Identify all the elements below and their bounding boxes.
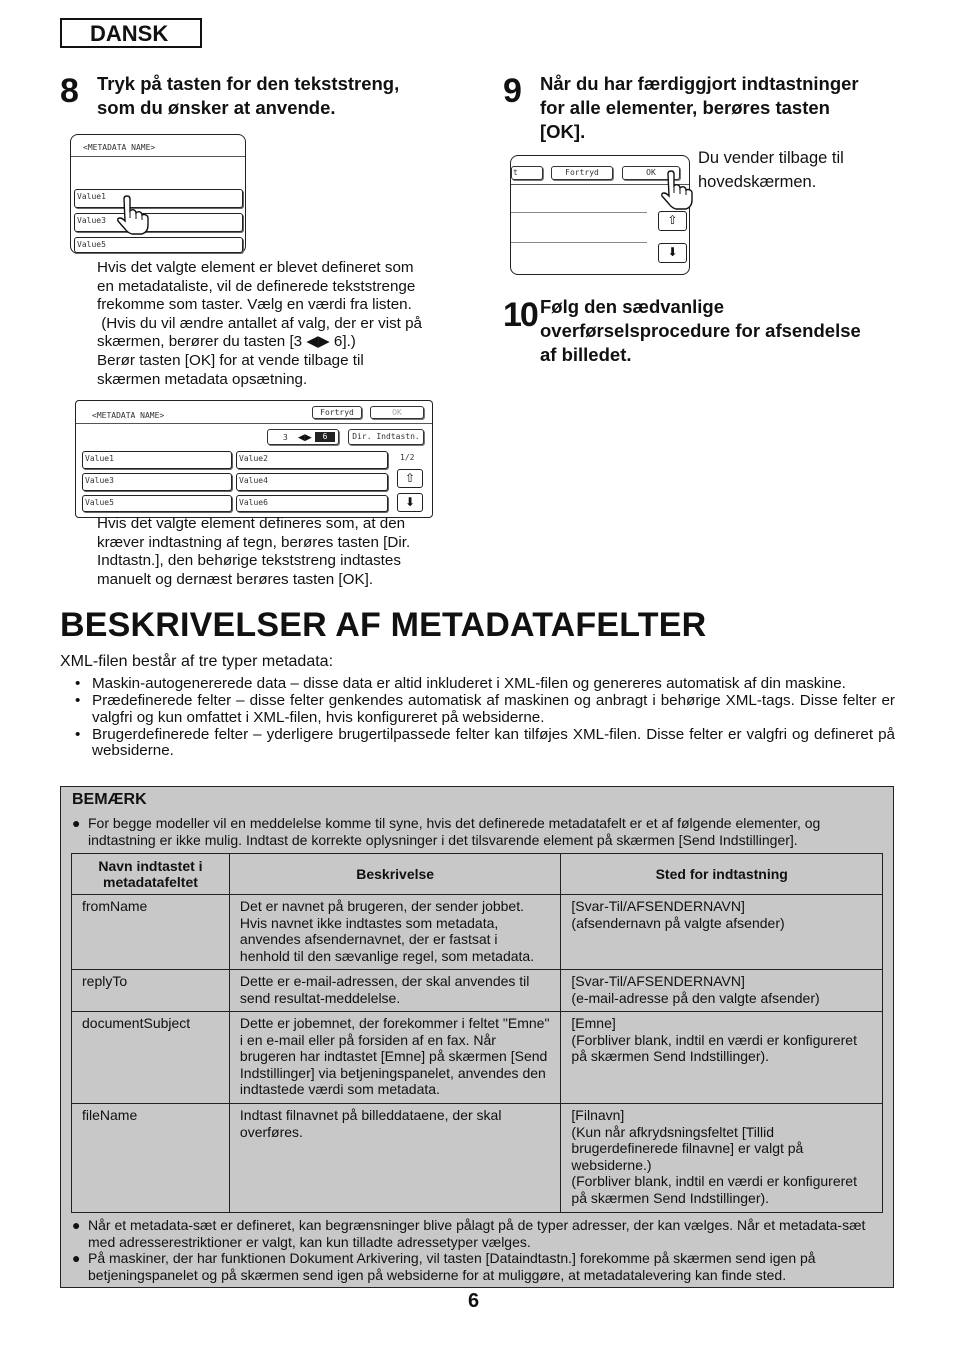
down-arrow-icon: ⬇ — [404, 495, 416, 509]
divider — [511, 242, 647, 243]
list-item: • Maskin-autogenererede data – disse data er altid inkluderet i XML-filen og genereres automatisk af din maskine. — [75, 676, 895, 693]
text-line: Berør tasten [OK] for at vende tilbage til — [97, 351, 364, 369]
field-location: [Svar-Til/AFSENDERNAVN] (e-mail-adresse på den valgte afsender) — [561, 970, 883, 1012]
value-button[interactable]: Value5 — [82, 495, 232, 512]
page-indicator: 1/2 — [400, 453, 415, 462]
left-right-arrows-icon: ◀▶ — [298, 432, 312, 442]
note-footer-item — [72, 1217, 884, 1250]
note-footer-text: På maskiner, der har funktionen Dokument Arkivering, vil tasten [Dataindtastn.] forekomme på skærmen send igen på betjeningspanelet og på skærmen send igen på websiderne for at muliggøre, at metadatalevering kan finde sted. — [88, 1250, 816, 1283]
ok-button[interactable]: OK — [370, 406, 424, 419]
note-footer-text: Når et metadata-sæt er defineret, kan begrænsninger blive pålagt på de typer adresser, der kan vælges. Når et metadata-sæt med adresserestriktioner er valgt, kan kun tilladte adressetyper vælges. — [88, 1217, 866, 1250]
step-9-title — [540, 72, 859, 144]
value-button[interactable]: Value3 — [82, 473, 232, 491]
step-9-number: 9 — [503, 72, 522, 110]
step-8-paragraph-2 — [97, 515, 457, 589]
title-line: overførselsprocedure for afsendelse — [540, 320, 861, 341]
note-intro — [72, 815, 884, 848]
bullet-dot-icon: ● — [72, 1250, 81, 1266]
note-intro-text: For begge modeller vil en meddelelse komme til syne, hvis det definerede metadatafelt er et af følgende elementer, og indtastning er ikke mulig. Indtast de korrekte oplysninger i det tilsvarende element på skærmen [Send Indstillinger]. — [88, 815, 821, 848]
step-8-title-line-1: Tryk på tasten for den tekststreng, — [97, 73, 400, 94]
main-screen-mockup — [510, 155, 690, 275]
title-line: for alle elementer, berøres tasten — [540, 97, 830, 118]
text-line: (Hvis du vil ændre antallet af valg, der er vist på — [97, 314, 422, 332]
text-line: skærmen metadata opsætning. — [97, 370, 308, 388]
divider — [511, 212, 647, 213]
step-8-paragraph-1 — [97, 259, 457, 389]
value-button[interactable]: Value2 — [236, 451, 388, 469]
up-arrow-icon: ⇧ — [667, 213, 678, 227]
title-line: Følg den sædvanlige — [540, 296, 724, 317]
title-line: Når du har færdiggjort indtastninger — [540, 73, 859, 94]
text-line: hovedskærmen. — [698, 173, 817, 191]
bullet-dot-icon: ● — [72, 1217, 81, 1233]
pointing-hand-icon — [659, 170, 695, 210]
value-button[interactable]: Value4 — [236, 473, 388, 491]
value-button[interactable]: Value5 — [74, 237, 243, 253]
metadata-type-list — [75, 676, 895, 760]
value-button[interactable]: Value1 — [74, 189, 243, 208]
scroll-up-button[interactable] — [658, 211, 687, 231]
table-row — [72, 970, 883, 1012]
table-header-row — [72, 854, 883, 895]
text-line: en metadataliste, vil de definerede tekststrenge — [97, 277, 416, 295]
section-intro: XML-filen består af tre typer metadata: — [60, 653, 334, 670]
step-9-side-text — [698, 146, 844, 194]
text-line: manuelt og dernæst berøres tasten [OK]. — [97, 570, 374, 588]
text-line: skærmen, berører du tasten [3 ◀▶ 6].) — [97, 333, 356, 351]
partial-button[interactable]: t — [511, 166, 543, 180]
text-line: Hvis det valgte element er blevet defineret som — [97, 259, 414, 276]
divider — [76, 423, 432, 424]
text-line: Du vender tilbage til — [698, 149, 844, 167]
step-8-title — [97, 72, 399, 120]
bullet-dot-icon: ● — [72, 815, 81, 831]
column-header: Navn indtastet i metadatafeltet — [72, 854, 230, 895]
ok-button[interactable]: OK — [622, 166, 680, 180]
field-name: fromName — [72, 895, 230, 970]
value-button[interactable]: Value6 — [236, 495, 388, 512]
down-arrow-icon: ⬇ — [667, 245, 678, 259]
cancel-button[interactable]: Fortryd — [312, 406, 362, 419]
column-header: Sted for indtastning — [561, 854, 883, 895]
step-10-number: 10 — [503, 296, 537, 334]
language-label: DANSK — [60, 18, 202, 48]
field-description: Dette er e-mail-adressen, der skal anvendes til send resultat-meddelelse. — [229, 970, 560, 1012]
cancel-button[interactable]: Fortryd — [551, 166, 613, 180]
field-name: fileName — [72, 1104, 230, 1213]
field-name: replyTo — [72, 970, 230, 1012]
field-description: Det er navnet på brugeren, der sender jobbet. Hvis navnet ikke indtastes som metadata, anvendes afsendernavnet, der er fastsat i henhold til den sævanlige regel, som metadata. — [229, 895, 560, 970]
up-arrow-icon: ⇧ — [404, 471, 416, 485]
divider — [71, 156, 245, 157]
pointing-hand-icon — [115, 195, 151, 235]
table-row — [72, 1104, 883, 1213]
note-box — [60, 786, 894, 1288]
title-line: af billedet. — [540, 344, 632, 365]
metadata-list-screen-large — [75, 400, 433, 518]
table-row — [72, 895, 883, 970]
column-header: Beskrivelse — [229, 854, 560, 895]
step-10-title — [540, 295, 861, 367]
step-8-title-line-2: som du ønsker at anvende. — [97, 97, 336, 118]
text-line: kræver indtastning af tegn, berøres tasten [Dir. — [97, 533, 411, 551]
metadata-field-table — [71, 853, 883, 1213]
scroll-down-button[interactable] — [397, 493, 423, 512]
note-title: BEMÆRK — [72, 791, 147, 808]
note-footer-item — [72, 1250, 884, 1283]
section-heading: BESKRIVELSER AF METADATAFELTER — [60, 606, 707, 644]
page-number: 6 — [468, 1290, 480, 1312]
value-button[interactable]: Value1 — [82, 451, 232, 469]
field-description: Dette er jobemnet, der forekommer i feltet "Emne" i en e-mail eller på forsiden af en fax. Når brugeren har indtastet [Emne] på skærmen [Send Indstillinger] via betjeningspanelet, anvendes den indtastede værdi som metadata. — [229, 1012, 560, 1104]
direct-entry-button[interactable]: Dir. Indtastn. — [348, 429, 424, 445]
field-description: Indtast filnavnet på billeddataene, der skal overføres. — [229, 1104, 560, 1213]
field-location: [Emne] (Forbliver blank, indtil en værdi er konfigureret på skærmen Send Indstillinger). — [561, 1012, 883, 1104]
choice-count-toggle[interactable]: 3 ◀▶ 6 — [267, 429, 339, 445]
field-name: documentSubject — [72, 1012, 230, 1104]
list-item: • Brugerdefinerede felter – yderligere brugertilpassede felter kan tilføjes XML-filen. Disse felter er valgfri og defineret på websiderne. — [75, 727, 895, 760]
screen-title: <METADATA NAME> — [92, 411, 165, 420]
field-location: [Filnavn] (Kun når afkrydsningsfeltet [Tillid brugerdefinerede filnavne] er valgt på websiderne.) (Forbliver blank, indtil en værdi er konfigureret på skærmen Send Indstillinger). — [561, 1104, 883, 1213]
text-line: frekomme som taster. Vælg en værdi fra listen. — [97, 296, 412, 314]
metadata-list-screen-small — [70, 134, 246, 254]
screen-title: <METADATA NAME> — [83, 143, 156, 152]
title-line: [OK]. — [540, 121, 586, 142]
text-line: Indtastn.], den behørige tekststreng indtastes — [97, 552, 401, 570]
scroll-down-button[interactable] — [658, 243, 687, 263]
text-line: Hvis det valgte element defineres som, at den — [97, 515, 406, 532]
value-button[interactable]: Value3 — [74, 213, 243, 232]
table-row — [72, 1012, 883, 1104]
step-8-number: 8 — [60, 72, 79, 110]
scroll-up-button[interactable] — [397, 469, 423, 488]
field-location: [Svar-Til/AFSENDERNAVN] (afsendernavn på valgte afsender) — [561, 895, 883, 970]
list-item: • Prædefinerede felter – disse felter genkendes automatisk af maskinen og anbragt i behørige XML-tags. Disse felter er valgfri og kun omfattet i XML-filen, hvis konfigureret på websiderne. — [75, 693, 895, 726]
